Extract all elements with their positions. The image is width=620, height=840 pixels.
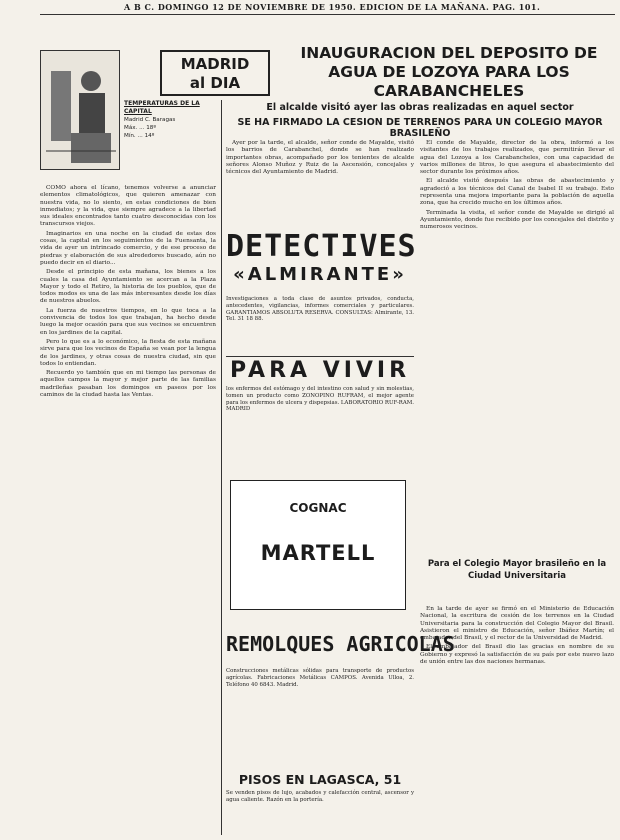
right-paragraph: El conde de Mayalde, director de la obra, informó a los visitantes de los trabajos realizados, que permitirán llevar el agua del Lozoya a los Carabancheles, con una capacidad de varios millones de litros, lo que asegura el abastecimiento del sector durante los próximos años.: [420, 140, 614, 176]
remolques-heading: REMOLQUES AGRICOLAS: [226, 632, 455, 656]
remolques-text: Construcciones metálicas sólidas para transporte de productos agrícolas. Fabricaciones Metálicas CAMPOS. Avenida Ulloa, 2. Teléfono 40 6843. Madrid.: [226, 668, 414, 688]
cognac-label: COGNAC: [289, 501, 347, 515]
almirante-heading: «ALMIRANTE»: [233, 264, 407, 285]
temperatures-line1: Madrid C. Baragas: [124, 117, 176, 123]
madrid-al-dia-title: [160, 50, 270, 96]
para-vivir-text: los enfermos del estómago y del intestino con salud y sin molestias, tomen un producto como ZONOPINO RUFRAM, el mejor agente para los enfermos de ulcera y dispepsias. LABORATORIO RUF-RAM. MADRID: [226, 386, 414, 413]
page-header: A B C. DOMINGO 12 DE NOVIEMBRE DE 1950. EDICION DE LA MAÑANA. PAG. 101.: [124, 2, 541, 12]
right-paragraph: Terminada la visita, el señor conde de Mayalde se dirigió al Ayuntamiento, donde fue recibido por los concejales del distrito y numerosos vecinos.: [420, 209, 614, 231]
left-paragraph: Pero lo que es a lo económico, la fiesta de esta mañana sirve para que los vecinos de España se vean por la lengua de los jardines, y otras cosas de nuestra ciudad, sin que todos lo entiendan.: [40, 338, 216, 367]
detectives-heading: DETECTIVES: [226, 229, 417, 264]
detectives-text: Investigaciones a toda clase de asuntos privados, conducta, antecedentes, vigilancias, informes comerciales y particulares. GARANTIAMOS ABSOLUTA RESERVA. CONSULTAS: Almirante, 13. Tel. 31 18 88.: [226, 296, 414, 323]
temperatures-line2: Máx. ... 18º: [124, 125, 156, 131]
para-vivir-heading: PARA VIVIR: [229, 358, 411, 383]
main-headline: INAUGURACION DEL DEPOSITO DE AGUA DE LOZOYA PARA LOS CARABANCHELES: [300, 44, 598, 100]
right-column: [420, 140, 614, 540]
section2-title: Para el Colegio Mayor brasileño en la Ciudad Universitaria: [427, 559, 607, 581]
headline-sub2: SE HA FIRMADO LA CESION DE TERRENOS PARA UN COLEGIO MAYOR BRASILEÑO: [237, 117, 603, 139]
madrid-title-line1: MADRID: [180, 55, 250, 73]
left-column: [40, 185, 216, 835]
left-paragraph: La fuerza de nuestros tiempos, en lo que toca a la convivencia de todos los que trabajan, ha hecho desde luego la mejor ocasión para que sus vecinos se encuentren en los jardines de la capital.: [40, 307, 216, 336]
madrid-title-line2: al DIA: [189, 74, 241, 92]
woman-drawing-icon: [41, 51, 119, 169]
column-rule: [221, 100, 222, 835]
temperatures-box: [124, 100, 220, 180]
madrid-illustration: [40, 50, 120, 170]
left-paragraph: Imaginarios en una noche en la ciudad de estas dos cosas, la capital en los seguimientos de la Fuensanta, la vida de ayer un intrincado comercio, y de ese proceso de piedras y elaboración de sus alrededores buscado, aún no puedo decir en el diario...: [40, 230, 216, 266]
pisos-heading: PISOS EN LAGASCA, 51: [238, 772, 402, 787]
remolques-ad: [226, 632, 455, 672]
right-paragraph: El alcalde visitó después las obras de abastecimiento y agradeció a los técnicos del Canal de Isabel II su trabajo. Esto representa una mejora importante para la población de aquella zona, que ha crecido mucho en los últimos años.: [420, 178, 614, 207]
temperatures-line3: Mín. ... 14º: [124, 133, 155, 139]
middle-column: [226, 140, 414, 220]
middle-paragraph: Ayer por la tarde, el alcalde, señor conde de Mayalde, visitó los barrios de Carabanchel, donde se han realizado importantes obras, acompañado por los tenientes de alcalde señores Alonso Muñoz y Ruiz de la Ascensión, concejales y técnicos del Ayuntamiento de Madrid.: [226, 140, 414, 176]
header-rule: [40, 14, 615, 15]
cognac-martell-ad: [230, 480, 406, 610]
left-paragraph: Recuerdo yo también que en mi tiempo las personas de aquellos campos la mayor y mejor parte de las familias madrileñas pasaban los domingos en paseos por los caminos de la ciudad hasta las Ventas.: [40, 370, 216, 399]
left-paragraph: COMO ahora el lícano, tenemos volverse a anunciar elementos climatológicos, que quieren amenazar con nuestra vida, no lo siento, en estas condiciones de bien inmediatos; y la vida, que siempre agradece a la libertad sus ideales encontrados tanto cuatro desconocidas con los transcursos viejos.: [40, 185, 216, 228]
detectives-ad: [226, 229, 417, 290]
ad-rule: [226, 356, 414, 357]
section2-paragraph: El embajador del Brasil dio las gracias en nombre de su Gobierno y expresó la satisfacción de su país por este nuevo lazo de unión entre las dos naciones hermanas.: [420, 644, 614, 666]
temperatures-title: TEMPERATURAS DE LA CAPITAL: [124, 100, 200, 115]
section2-paragraph: En la tarde de ayer se firmó en el Ministerio de Educación Nacional, la escritura de cesión de los terrenos en la Ciudad Universitaria para la construcción del Colegio Mayor del Brasil. Asistieron el ministro de Educación, señor Ibáñez Martín; el embajador del Brasil, y el rector de la Universidad de Madrid.: [420, 606, 614, 642]
martell-label: MARTELL: [260, 541, 376, 565]
headline-sub1: El alcalde visitó ayer las obras realizadas en aquel sector: [266, 102, 574, 113]
pisos-text: Se venden pisos de lujo, acabados y calefacción central, ascensor y agua caliente. Razón en la portería.: [226, 790, 414, 803]
left-paragraph: Desde el principio de esta mañana, los bienes a los cuales la casa del Ayuntamiento se acercan a la Plaza Mayor y todo el Retiro, la historia de los pueblos, que de todos modos es una de las más interesantes desde los días de nuestros abuelos.: [40, 269, 216, 305]
